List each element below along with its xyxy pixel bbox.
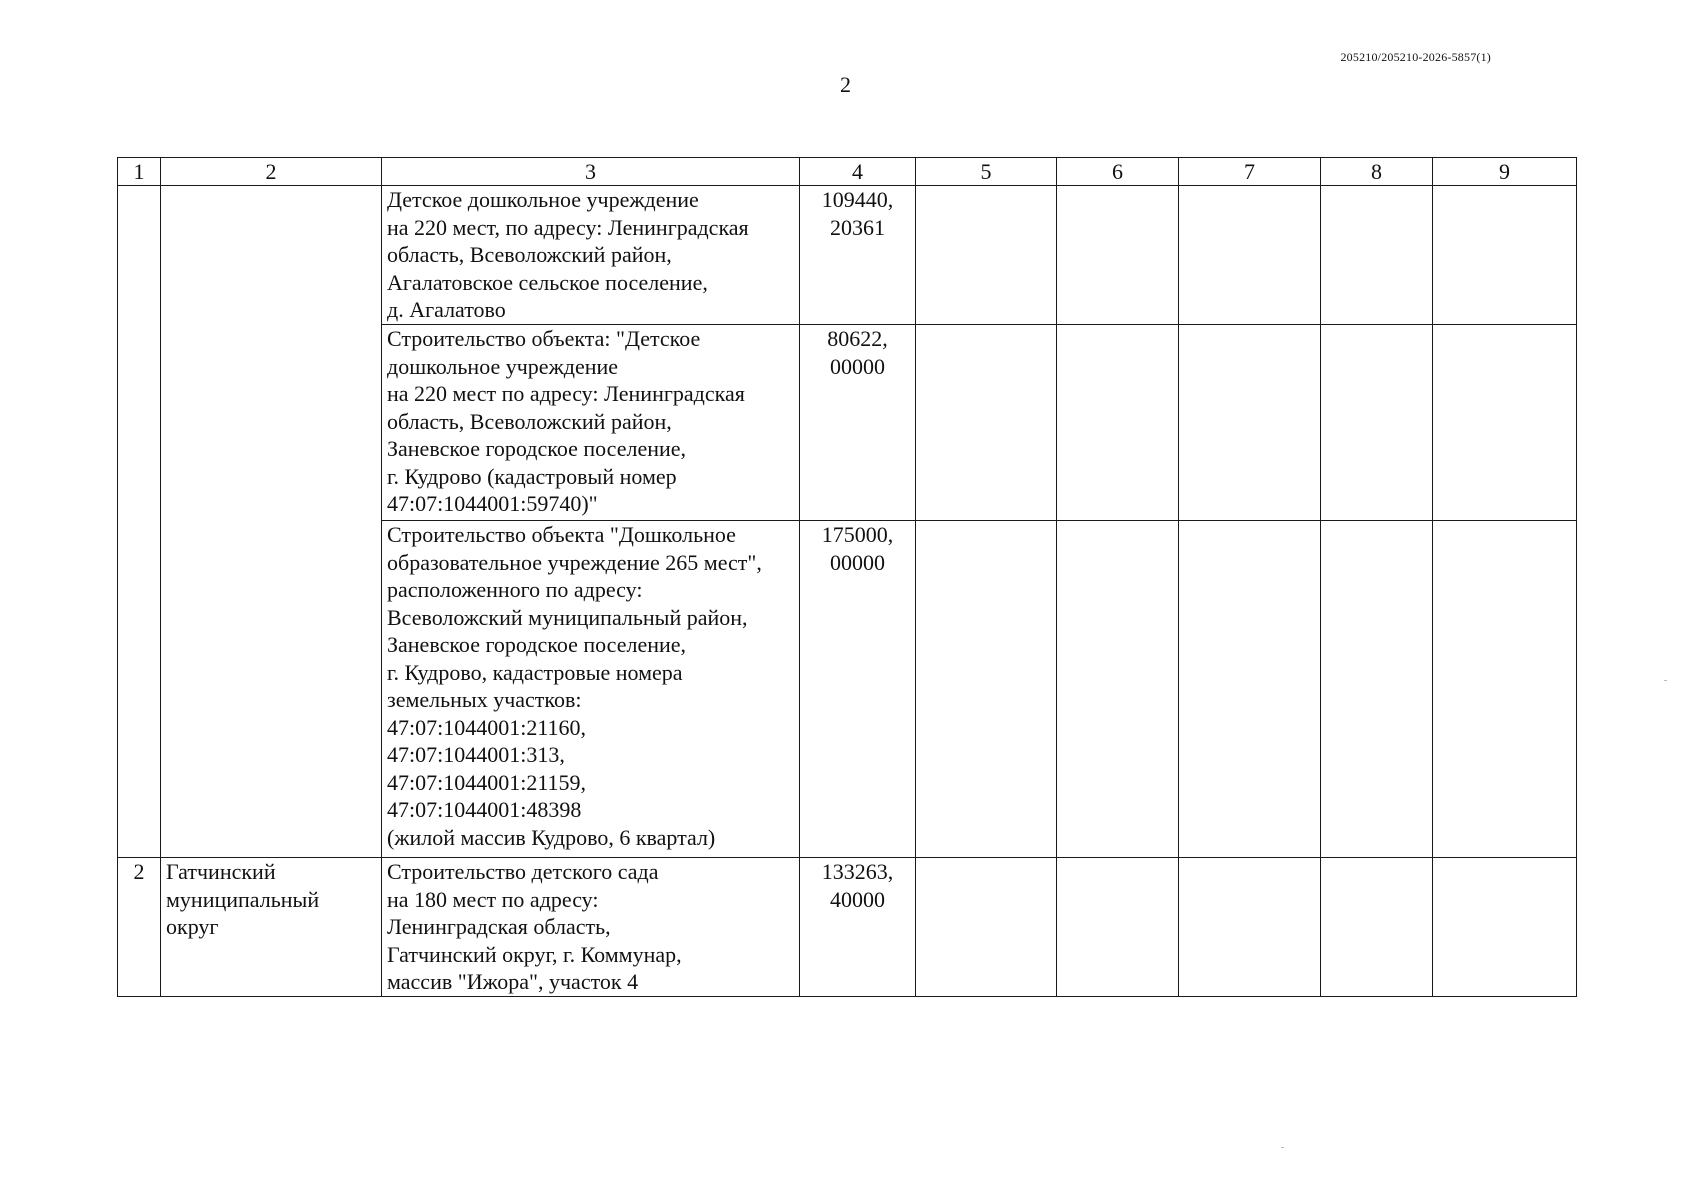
- page-number: 2: [840, 72, 851, 97]
- cost-cell: 175000, 00000: [800, 521, 916, 858]
- empty-cell: [1057, 186, 1179, 325]
- empty-cell: [1321, 858, 1433, 997]
- column-header: 4: [800, 158, 916, 186]
- column-header: 6: [1057, 158, 1179, 186]
- scan-speck: [1664, 680, 1667, 681]
- empty-cell: [1057, 521, 1179, 858]
- object-cell: Строительство объекта "Дошкольное образовательное учреждение 265 мест", расположенного по адресу: Всеволожский муниципальный район, Заневское городское поселение, г. Кудрово, кадастровые номера земельных участков: 47:07:1044001:21160, 47:07:1044001:313, 47:07:1044001:21159, 47:07:1044001:48398 (жилой массив Кудрово, 6 квартал): [382, 521, 800, 858]
- column-header: 9: [1433, 158, 1577, 186]
- column-header: 3: [382, 158, 800, 186]
- empty-cell: [1433, 521, 1577, 858]
- row-number-cell: [118, 186, 161, 858]
- cost-cell: 109440, 20361: [800, 186, 916, 325]
- column-header: 5: [916, 158, 1057, 186]
- empty-cell: [916, 186, 1057, 325]
- empty-cell: [1179, 186, 1321, 325]
- empty-cell: [1179, 521, 1321, 858]
- empty-cell: [1057, 325, 1179, 521]
- cost-cell: 80622, 00000: [800, 325, 916, 521]
- empty-cell: [916, 858, 1057, 997]
- column-header: 7: [1179, 158, 1321, 186]
- empty-cell: [1179, 858, 1321, 997]
- object-cell: Строительство объекта: "Детское дошкольное учреждение на 220 мест по адресу: Ленинградская область, Всеволожский район, Заневское городское поселение, г. Кудрово (кадастровый номер 47:07:1044001:59740)": [382, 325, 800, 521]
- object-cell: Строительство детского сада на 180 мест по адресу: Ленинградская область, Гатчинский округ, г. Коммунар, массив "Ижора", участок 4: [382, 858, 800, 997]
- document-id: 205210/205210-2026-5857(1): [1340, 50, 1491, 64]
- table-row: [118, 858, 1577, 997]
- empty-cell: [1433, 858, 1577, 997]
- column-header: 2: [161, 158, 382, 186]
- district-cell: Гатчинский муниципальный округ: [161, 858, 382, 997]
- column-header: 1: [118, 158, 161, 186]
- data-table: [117, 157, 1577, 997]
- empty-cell: [1321, 521, 1433, 858]
- cost-cell: 133263, 40000: [800, 858, 916, 997]
- column-header: 8: [1321, 158, 1433, 186]
- empty-cell: [1433, 325, 1577, 521]
- object-cell: Детское дошкольное учреждение на 220 мест, по адресу: Ленинградская область, Всеволожский район, Агалатовское сельское поселение, д. Агалатово: [382, 186, 800, 325]
- district-cell: [161, 186, 382, 858]
- row-number-cell: 2: [118, 858, 161, 997]
- empty-cell: [916, 325, 1057, 521]
- table-header-row: [118, 158, 1577, 186]
- scan-speck: [1281, 1147, 1284, 1148]
- empty-cell: [1433, 186, 1577, 325]
- empty-cell: [1321, 186, 1433, 325]
- empty-cell: [1179, 325, 1321, 521]
- empty-cell: [1057, 858, 1179, 997]
- table-row: [118, 186, 1577, 325]
- empty-cell: [1321, 325, 1433, 521]
- empty-cell: [916, 521, 1057, 858]
